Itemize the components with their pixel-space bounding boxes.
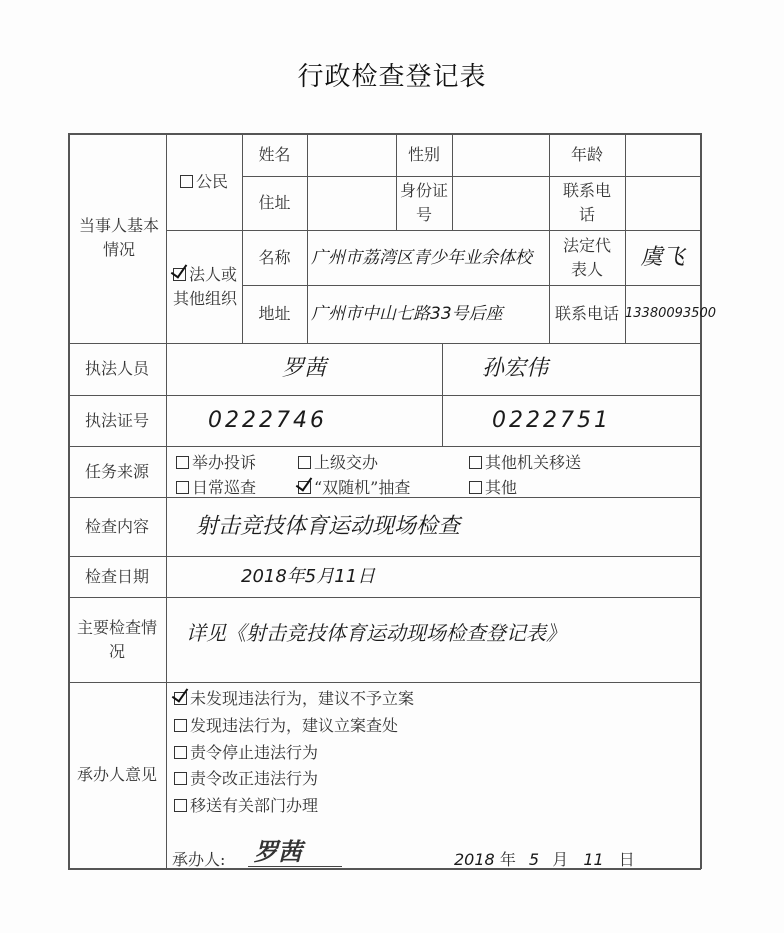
org-name-label: 名称 bbox=[258, 247, 291, 267]
citizen-phone-label: 联系电话 bbox=[562, 181, 611, 224]
id-label: 身份证号 bbox=[400, 181, 449, 224]
age-label: 年龄 bbox=[570, 144, 603, 164]
date-label: 检查日期 bbox=[84, 566, 149, 586]
date-field[interactable]: 2018年5月11日 bbox=[241, 565, 376, 587]
option-label: 其他 bbox=[485, 478, 518, 497]
handler-signature[interactable]: 罗茜 bbox=[254, 838, 302, 866]
citizen-phone-field[interactable] bbox=[625, 176, 700, 230]
source-label: 任务来源 bbox=[84, 461, 149, 481]
org-address-field[interactable]: 广州市中山七路33号后座 bbox=[311, 304, 503, 324]
source-option[interactable] bbox=[298, 475, 410, 498]
checkbox-icon[interactable] bbox=[469, 481, 482, 494]
checkbox-icon[interactable] bbox=[174, 719, 187, 732]
source-option[interactable] bbox=[298, 450, 378, 473]
opinion-option[interactable] bbox=[174, 713, 398, 736]
cert-2-field[interactable]: 0222751 bbox=[492, 407, 611, 433]
option-label: 发现违法行为，建议立案查处 bbox=[190, 716, 399, 735]
checkbox-icon[interactable] bbox=[174, 746, 187, 759]
checkbox-icon[interactable] bbox=[298, 456, 311, 469]
checked-checkbox-icon[interactable] bbox=[298, 481, 311, 494]
citizen-label: 公民 bbox=[195, 171, 228, 191]
content-field[interactable]: 射击竞技体育运动现场检查 bbox=[196, 513, 461, 539]
checkbox-icon[interactable] bbox=[176, 481, 189, 494]
opinion-option[interactable] bbox=[174, 793, 318, 816]
option-label: 责令停止违法行为 bbox=[190, 743, 319, 762]
year-label: 年 bbox=[499, 850, 516, 869]
opinion-option[interactable] bbox=[174, 766, 318, 789]
situation-label: 主要检查情况 bbox=[76, 617, 157, 661]
option-label: 责令改正违法行为 bbox=[190, 769, 319, 788]
month-label: 月 bbox=[552, 850, 569, 869]
cert-label: 执法证号 bbox=[84, 410, 149, 430]
party-section-label: 当事人基本情况 bbox=[78, 216, 159, 259]
org-address-label: 地址 bbox=[258, 304, 291, 323]
option-label: 上级交办 bbox=[314, 453, 379, 472]
handler-label: 承办人: bbox=[172, 850, 226, 869]
content-label: 检查内容 bbox=[84, 516, 149, 536]
age-field[interactable] bbox=[625, 133, 700, 176]
checkbox-icon[interactable] bbox=[174, 772, 187, 785]
option-label: 举办投诉 bbox=[192, 453, 257, 472]
sign-month: 5 bbox=[528, 850, 540, 869]
gender-label: 性别 bbox=[407, 144, 440, 164]
citizen-address-field[interactable] bbox=[307, 176, 396, 230]
opinion-option[interactable] bbox=[174, 686, 414, 709]
option-label: “双随机”抽查 bbox=[314, 478, 411, 497]
source-option[interactable] bbox=[176, 475, 256, 498]
org-option[interactable] bbox=[172, 230, 238, 343]
officers-label: 执法人员 bbox=[84, 359, 149, 378]
checkbox-icon[interactable] bbox=[176, 456, 189, 469]
gender-field[interactable] bbox=[452, 133, 549, 176]
org-phone-field[interactable]: 13380093500 bbox=[625, 306, 716, 321]
checkbox-icon[interactable] bbox=[174, 799, 187, 812]
checked-checkbox-icon[interactable] bbox=[173, 268, 186, 281]
sign-year: 2018 bbox=[454, 850, 495, 869]
org-label: 法人或其他组织 bbox=[172, 264, 237, 308]
checked-checkbox-icon[interactable] bbox=[174, 692, 187, 705]
option-label: 移送有关部门办理 bbox=[190, 796, 319, 815]
org-name-field[interactable]: 广州市荔湾区青少年业余体校 bbox=[311, 247, 532, 268]
day-label: 日 bbox=[618, 850, 635, 869]
opinion-option[interactable] bbox=[174, 740, 318, 763]
id-field[interactable] bbox=[452, 176, 549, 230]
officer-1-field[interactable]: 罗茜 bbox=[281, 356, 326, 381]
sign-day: 11 bbox=[583, 850, 604, 869]
rep-label: 法定代表人 bbox=[562, 235, 611, 279]
address-label: 住址 bbox=[258, 193, 291, 212]
form-title: 行政检查登记表 bbox=[297, 62, 487, 92]
checkbox-icon[interactable] bbox=[180, 175, 193, 188]
org-phone-label: 联系电话 bbox=[554, 304, 619, 323]
option-label: 未发现违法行为，建议不予立案 bbox=[190, 689, 415, 708]
rep-field[interactable]: 虞飞 bbox=[640, 244, 685, 270]
cert-1-field[interactable]: 0222746 bbox=[208, 407, 327, 433]
source-option[interactable] bbox=[469, 450, 581, 473]
option-label: 日常巡查 bbox=[192, 478, 257, 497]
checkbox-icon[interactable] bbox=[469, 456, 482, 469]
opinion-label: 承办人意见 bbox=[76, 765, 157, 784]
citizen-name-field[interactable] bbox=[307, 133, 396, 176]
situation-field[interactable]: 详见《射击竞技体育运动现场检查登记表》 bbox=[186, 621, 566, 645]
citizen-option[interactable] bbox=[166, 133, 242, 230]
name-label: 姓名 bbox=[258, 144, 291, 164]
sign-date bbox=[454, 847, 635, 870]
officer-2-field[interactable]: 孙宏伟 bbox=[482, 356, 549, 381]
option-label: 其他机关移送 bbox=[485, 453, 582, 472]
source-option[interactable] bbox=[176, 450, 256, 473]
source-option[interactable] bbox=[469, 475, 517, 498]
